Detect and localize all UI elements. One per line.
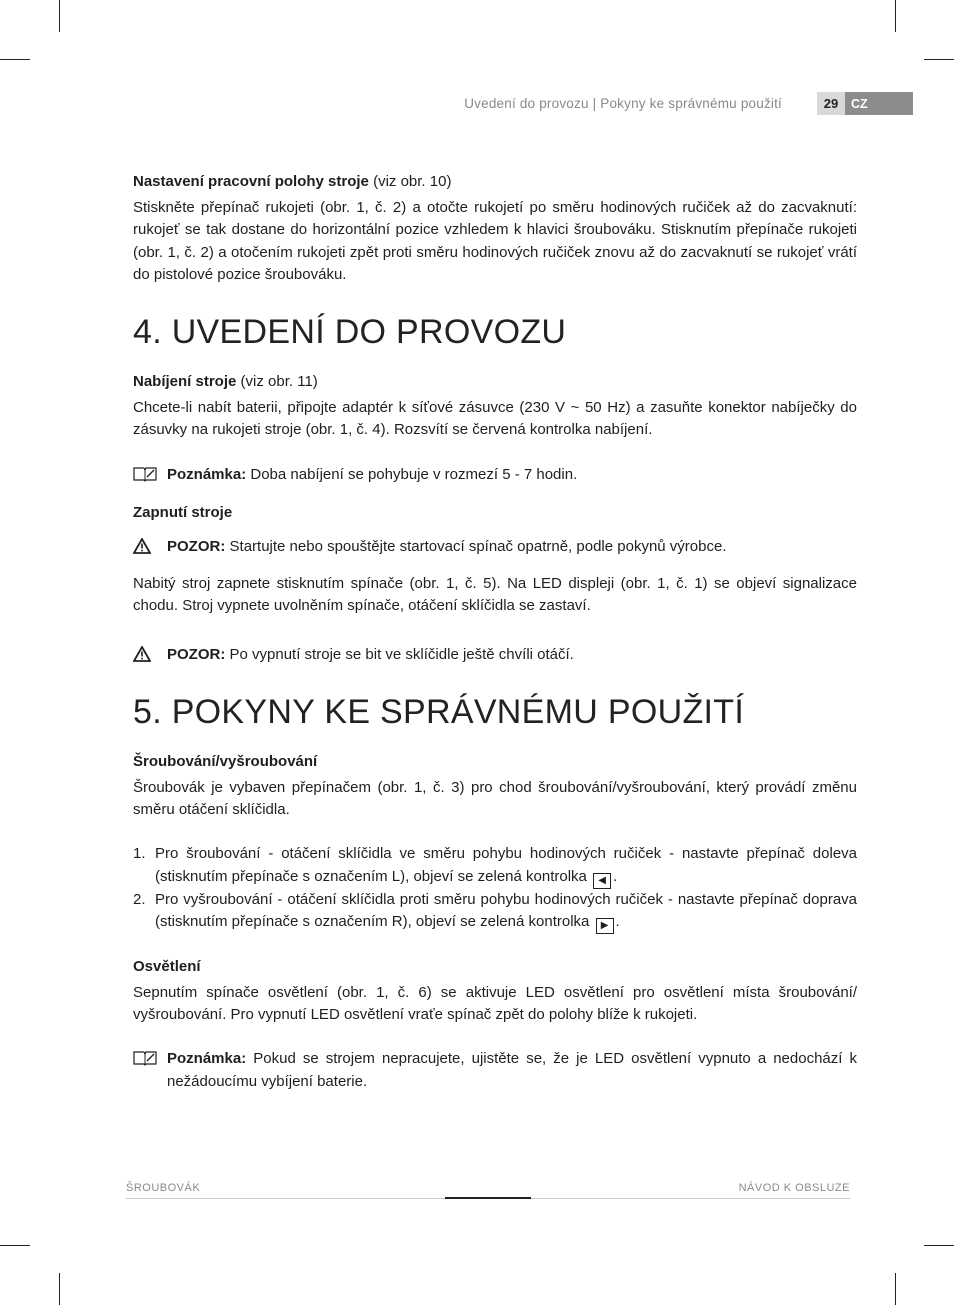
list-item: 1. Pro šroubování - otáčení sklíčidla ve směru pohybu hodinových ručiček - nastavte přepínač doleva (stisknutím přepínače s označením L), objeví se zelená kontrolka ◀ . (133, 843, 857, 888)
crop-mark (924, 59, 954, 60)
page-content (133, 171, 857, 1093)
paragraph: Chcete-li nabít baterii, připojte adaptér k síťové zásuvce (230 V ~ 50 Hz) a zasuňte konektor nabíječky do zásuvky na rukojeti stroje (obr. 1, č. 4). Rozsvítí se červená kontrolka nabíjení. (133, 399, 857, 439)
paragraph: Nabitý stroj zapnete stisknutím spínače (obr. 1, č. 5). Na LED displeji (obr. 1, č. 1) se objeví signalizace chodu. Stroj vypnete uvolněním spínače, otáčení sklíčidla se zastaví. (133, 575, 857, 615)
running-head: Uvedení do provozu | Pokyny ke správnému použití (464, 96, 782, 111)
section-heading: Nabíjení stroje (viz obr. 11) (133, 373, 318, 391)
paragraph: Sepnutím spínače osvětlení (obr. 1, č. 6) se aktivuje LED osvětlení pro osvětlení místa šroubování/ vyšroubování. Pro vypnutí LED osvětlení vraťe spínač zpět do polohy blíže k rukojeti. (133, 984, 857, 1024)
crop-mark (0, 59, 30, 60)
chapter-title: 4. UVEDENÍ DO PROVOZU (133, 313, 567, 352)
crop-mark (924, 1245, 954, 1246)
crop-mark (895, 0, 896, 32)
section-heading: Nastavení pracovní polohy stroje (viz obr. 10) (133, 173, 452, 190)
crop-mark (59, 0, 60, 32)
section-heading: Šroubování/vyšroubování (133, 752, 318, 770)
warning-triangle-icon (133, 536, 167, 556)
list-item: 2. Pro vyšroubování - otáčení sklíčidla proti směru pohybu hodinových ručiček - nastavte přepínač doprava (stisknutím přepínače s označením R), objeví se zelená kontrolka ▶ . (133, 889, 857, 934)
section-heading: Zapnutí stroje (133, 503, 233, 521)
warning-triangle-icon (133, 644, 167, 664)
crop-mark (895, 1273, 896, 1305)
paragraph: Šroubovák je vybaven přepínačem (obr. 1, č. 3) pro chod šroubování/vyšroubování, který provádí změnu směru otáčení sklíčidla. (133, 779, 857, 819)
page-number: 29 (817, 92, 845, 115)
page-badge (817, 92, 913, 115)
footer-doc-type: NÁVOD K OBSLUZE (738, 1182, 850, 1194)
crop-mark (59, 1273, 60, 1305)
instruction-list (133, 843, 857, 933)
left-arrow-key-icon: ◀ (593, 873, 611, 889)
warning: POZOR: Po vypnutí stroje se bit ve sklíčidle ještě chvíli otáčí. (133, 644, 857, 666)
warning: POZOR: Startujte nebo spouštějte startovací spínač opatrně, podle pokynů výrobce. (133, 536, 857, 558)
right-arrow-key-icon: ▶ (596, 918, 614, 934)
crop-mark (0, 1245, 30, 1246)
footer-rule-accent (445, 1197, 531, 1199)
book-pen-icon (133, 464, 167, 484)
paragraph: Stiskněte přepínač rukojeti (obr. 1, č. 2) a otočte rukojetí po směru hodinových ručiček až do zacvaknutí: rukojeť se tak dostane do horizontální pozice vzhledem k hlavici šroubováku. Stisknutím přepínače rukojeti (obr. 1, č. 2) a otočením rukojeti zpět proti směru hodinových ručiček znovu až do zacvaknutí se rukojeť vrátí do pistolové pozice šroubováku. (133, 199, 857, 283)
chapter-title: 5. POKYNY KE SPRÁVNÉMU POUŽITÍ (133, 692, 745, 731)
footer-product: ŠROUBOVÁK (126, 1182, 201, 1194)
section-heading: Osvětlení (133, 957, 201, 975)
book-pen-icon (133, 1048, 167, 1068)
note: Poznámka: Pokud se strojem nepracujete, ujistěte se, že je LED osvětlení vypnuto a nedochází k nežádoucímu vybíjení baterie. (133, 1048, 857, 1092)
note: Poznámka: Doba nabíjení se pohybuje v rozmezí 5 - 7 hodin. (133, 464, 857, 486)
language-tag: CZ (845, 92, 913, 115)
